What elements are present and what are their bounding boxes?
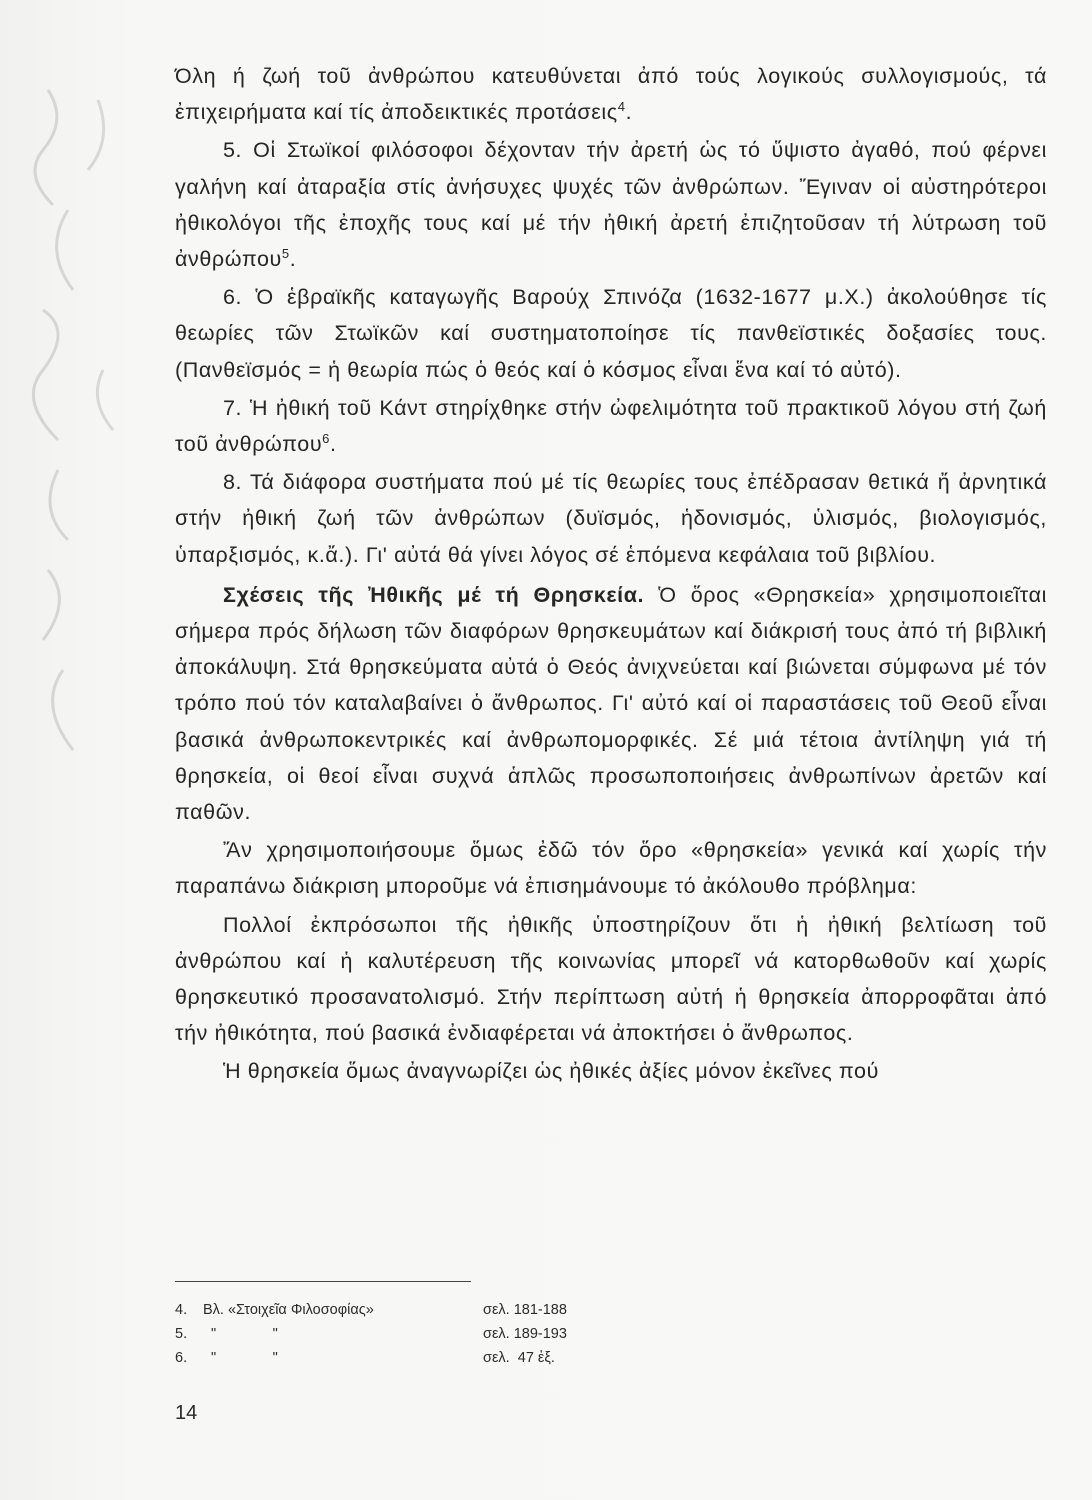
paragraph-6: 6. Ὁ ἑβραϊκῆς καταγωγῆς Βαρούχ Σπινόζα (1632-1677 μ.Χ.) ἀκολούθησε τίς θεωρίες τῶν Στωϊκῶν καί συστηματοποίησε τίς πανθεϊστικές δοξασίες τους. (Πανθεϊσμός = ἡ θεωρία πώς ὁ θεός καί ὁ κόσμος εἶναι ἕνα καί τό αὐτό). <box>175 285 1047 382</box>
section-heading: Σχέσεις τῆς Ἠθικῆς μέ τή Θρησκεία. <box>223 582 645 607</box>
footnote-6: 6. " " σελ. 47 ἑξ. <box>175 1350 555 1366</box>
paragraph-8: 8. Τά διάφορα συστήματα πού μέ τίς θεωρίες τους ἐπέδρασαν θετικά ἤ ἀρνητικά στήν ἠθική ζωή τῶν ἀνθρώπων (δυϊσμός, ἡδονισμός, ὑλισμός, βιολογισμός, ὑπαρξισμός, κ.ἄ.). Γι' αὐτά θά γίνει λόγος σέ ἑπόμενα κεφάλαια τοῦ βιβλίου. <box>175 470 1047 567</box>
paragraph-5: 5. Οἱ Στωϊκοί φιλόσοφοι δέχονταν τήν ἀρετή ὡς τό ὕψιστο ἀγαθό, πού φέρνει γαλήνη καί ἀταραξία στίς ἀνήσυχες ψυχές τῶν ἀνθρώπων. Ἔγιναν οἱ αὐστηρότεροι ἠθικολόγοι τῆς ἐποχῆς τους καί μέ τήν ἠθική ἀρετή ἐπιζητοῦσαν τή λύτρωση τοῦ ἀνθρώπου$^5$. <box>175 138 1047 272</box>
paragraph-7: 7. Ἡ ἠθική τοῦ Κάντ στηρίχθηκε στήν ὠφελιμότητα τοῦ πρακτικοῦ λόγου στή ζωή τοῦ ἀνθρώπου$^6$. <box>175 395 1047 457</box>
paragraph-closing-3: Ἡ θρησκεία ὅμως ἀναγνωρίζει ὡς ἠθικές ἀξίες μόνον ἐκεῖνες πού <box>223 1059 879 1084</box>
footnote-4: 4. Βλ. «Στοιχεῖα Φιλοσοφίας» σελ. 181-188 <box>175 1302 567 1318</box>
paragraph-closing-2: Πολλοί ἐκπρόσωποι τῆς ἠθικῆς ὑποστηρίζουν ὅτι ἡ ἠθική βελτίωση τοῦ ἀνθρώπου καί ἡ καλυτέρευση τῆς κοινωνίας μπορεῖ νά κατορθωθοῦν καί χωρίς θρησκευτικό προσανατολισμό. Στήν περίπτωση αὐτή ἡ θρησκεία ἀπορροφᾶται ἀπό τήν ἠθικότητα, πού βασικά ἐνδιαφέρεται νά ἀποκτήσει ὁ ἄνθρωπος. <box>175 912 1047 1046</box>
paragraph-closing-1: Ἄν χρησιμοποιήσουμε ὅμως ἐδῶ τόν ὅρο «θρησκεία» γενικά καί χωρίς τήν παραπάνω διάκριση μποροῦμε νά ἐπισημάνουμε τό ἀκόλουθο πρόβλημα: <box>175 838 1047 899</box>
page-number: 14 <box>175 1402 198 1424</box>
main-text <box>175 58 1047 1090</box>
paragraph-intro: Όλη ή ζωή τοῦ ἀνθρώπου κατευθύνεται ἀπό τούς λογικούς συλλογισμούς, τά ἐπιχειρήματα καί τίς ἀποδεικτικές προτάσεις$^4$. <box>175 64 1047 125</box>
footnote-divider <box>175 1281 471 1282</box>
section-paragraph: Σχέσεις τῆς Ἠθικῆς μέ τή Θρησκεία. Ὁ ὅρος «Θρησκεία» χρησιμοποιεῖται σήμερα πρός δήλωση τῶν διαφόρων θρησκευμάτων καί διάκρισή τους ἀπό τή βιβλική ἀποκάλυψη. Στά θρησκεύματα αὐτά ὁ Θεός ἀνιχνεύεται καί βιώνεται σύμφωνα μέ τόν τρόπο πού τόν καταλαβαίνει ὁ ἄνθρωπος. Γι' αὐτό καί οἱ παραστάσεις τοῦ Θεοῦ εἶναι βασικά ἀνθρωποκεντρικές καί ἀνθρωπομορφικές. Σέ μιά τέτοια ἀντίληψη γιά τή θρησκεία, οἱ θεοί εἶναι συχνά ἁπλῶς προσωποποιήσεις ἀνθρωπίνων ἀρετῶν καί παθῶν. <box>175 582 1047 825</box>
bleed-through-marks <box>18 70 138 830</box>
footnotes <box>175 1298 775 1370</box>
footnote-5: 5. " " σελ. 189-193 <box>175 1326 567 1342</box>
